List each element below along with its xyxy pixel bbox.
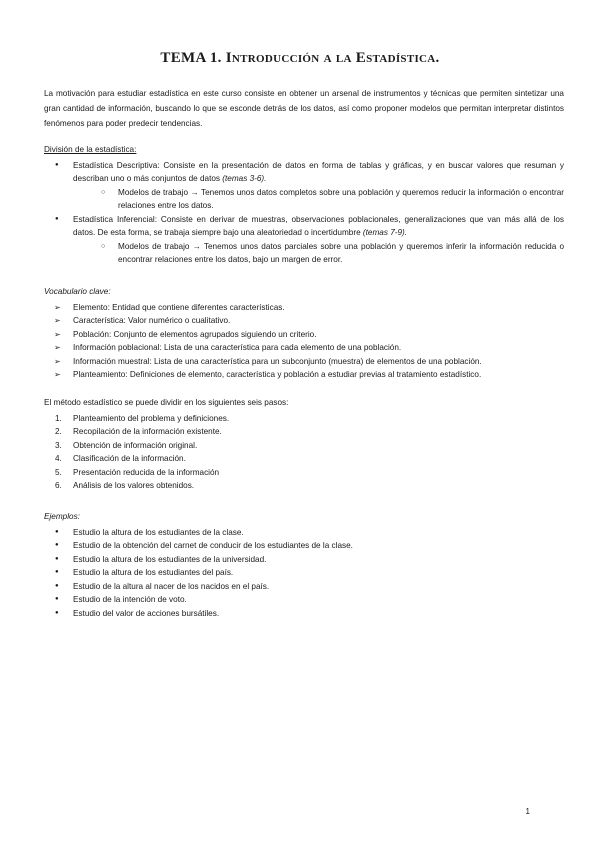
division-sublist <box>73 240 564 267</box>
step-text: Planteamiento del problema y definiciones. <box>73 413 230 423</box>
vocab-item: ➢ Planteamiento: Definiciones de elemento, característica y población a estudiar previas al tratamiento estadístico. <box>44 368 564 382</box>
division-item-text: Estadística Inferencial: Consiste en derivar de muestras, observaciones poblacionales, generalizaciones que van más allá de los datos. De esta forma, se trabaja siempre bajo una aleatoriedad o incertidumbre <box>73 214 564 237</box>
vocab-item: ➢ Característica: Valor numérico o cualitativo. <box>44 314 564 328</box>
division-item-inferencial <box>44 213 564 267</box>
metodo-steps <box>44 412 564 493</box>
step-text: Obtención de información original. <box>73 440 198 450</box>
metodo-step <box>44 466 564 480</box>
ejemplo-item: ● Estudio del valor de acciones bursátiles. <box>44 607 564 621</box>
intro-paragraph: La motivación para estudiar estadística en este curso consiste en obtener un arsenal de instrumentos y técnicas que permiten sintetizar una gran cantidad de información, buscando lo que se esconde detrás de los datos, así como proponer modelos que permitan interpretar distintos fenómenos para poder predecir tendencias. <box>44 89 564 128</box>
division-subitem: ○ Modelos de trabajo → Tenemos unos datos parciales sobre una población y queremos inferir la información reducida o encontrar relaciones entre los datos, bajo un margen de error. <box>73 240 564 267</box>
division-section <box>44 143 564 267</box>
step-number: 1. <box>55 413 62 423</box>
metodo-heading: El método estadístico se puede dividir en los siguientes seis pasos: <box>44 398 289 407</box>
ejemplos-heading: Ejemplos: <box>44 512 80 521</box>
division-item-descriptiva <box>44 159 564 213</box>
step-number: 4. <box>55 454 62 463</box>
step-text: Análisis de los valores obtenidos. <box>73 481 195 490</box>
step-text: Presentación reducida de la información <box>73 467 220 477</box>
metodo-step <box>44 479 564 493</box>
step-text: Clasificación de la información. <box>73 454 186 463</box>
ejemplo-item: ● Estudio la altura de los estudiantes del país. <box>44 566 564 580</box>
division-list <box>44 159 564 267</box>
division-sublist <box>73 186 564 213</box>
vocab-item: ➢ Información poblacional: Lista de una característica para cada elemento de una población. <box>44 341 564 355</box>
ejemplo-item: ● Estudio de la intención de voto. <box>44 593 564 607</box>
metodo-section <box>44 396 564 493</box>
vocab-item: ➢ Información muestral: Lista de una característica para un subconjunto (muestra) de elementos de una población. <box>44 355 564 369</box>
metodo-step <box>44 425 564 439</box>
division-item-ref: (temas 3-6). <box>222 174 267 183</box>
division-heading: División de la estadística: <box>44 145 137 154</box>
vocab-item: ➢ Población: Conjunto de elementos agrupados siguiendo un criterio. <box>44 328 564 342</box>
vocabulario-section <box>44 285 564 382</box>
division-item-text: Estadística Descriptiva: Consiste en la presentación de datos en forma de tablas y gráficas, y en buscar valores que resuman y describan uno o más conjuntos de datos <box>73 160 564 183</box>
step-number: 6. <box>55 481 62 490</box>
ejemplos-list <box>44 526 564 621</box>
step-number: 2. <box>55 427 62 436</box>
step-text: Recopilación de la información existente. <box>73 427 222 436</box>
step-number: 3. <box>55 440 62 450</box>
vocabulario-heading: Vocabulario clave: <box>44 287 111 296</box>
ejemplo-item: ● Estudio de la obtención del carnet de conducir de los estudiantes de la clase. <box>44 539 564 553</box>
vocab-item: ➢ Elemento: Entidad que contiene diferentes características. <box>44 301 564 315</box>
page-title: TEMA 1. Introducción a la Estadística. <box>160 50 440 66</box>
metodo-step <box>44 439 564 453</box>
page-number: 1 <box>525 807 530 816</box>
ejemplos-section <box>44 510 564 620</box>
division-subitem: ○ Modelos de trabajo → Tenemos unos datos completos sobre una población y queremos reducir la información o encontrar relaciones entre los datos. <box>73 186 564 213</box>
step-number: 5. <box>55 467 62 477</box>
division-item-ref: (temas 7-9). <box>362 228 408 237</box>
ejemplo-item: ● Estudio de la altura al nacer de los nacidos en el país. <box>44 580 564 594</box>
vocabulario-list <box>44 301 564 382</box>
metodo-step <box>44 412 564 426</box>
ejemplo-item: ● Estudio la altura de los estudiantes de la clase. <box>44 526 564 540</box>
ejemplo-item: ● Estudio la altura de los estudiantes de la universidad. <box>44 553 564 567</box>
metodo-step <box>44 452 564 466</box>
